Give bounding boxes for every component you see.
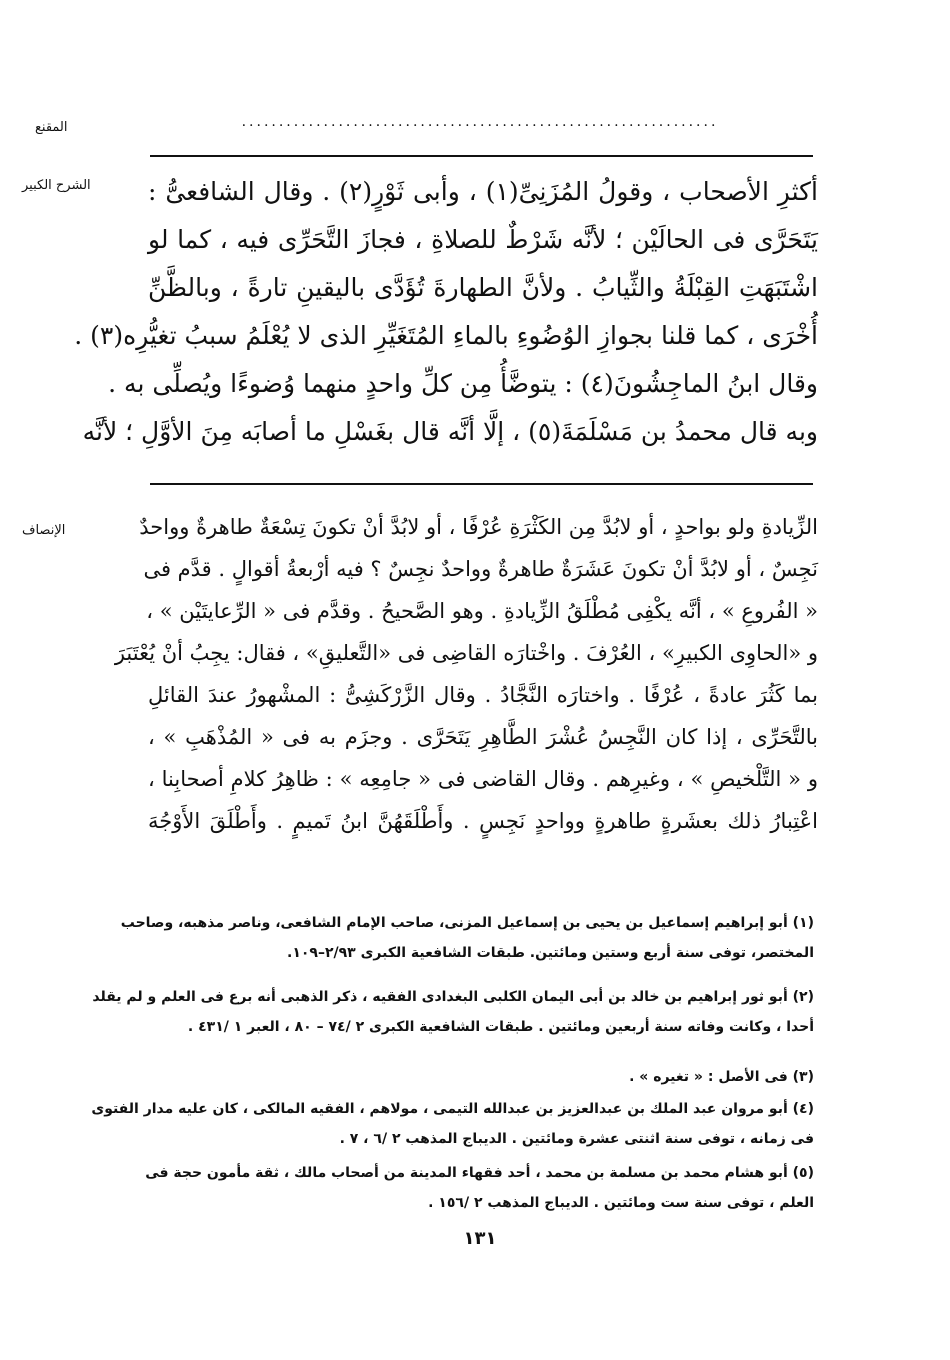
footnote-line: (٣) فى الأصل : « تغيره » . bbox=[629, 1069, 814, 1085]
insaf-text-block bbox=[114, 506, 818, 846]
footnote-line: أحدا ، وكانت وفاته سنة أربعين ومائتين . طبقات الشافعية الكبرى ٢ /٧٤ – ٨٠ ، العبر ١ /٤٣١ . bbox=[187, 1019, 814, 1035]
sharh-section-label: الشرح الكبير bbox=[22, 178, 91, 193]
footnote-line: (٤) أبو مروان عبد الملك بن عبدالعزيز بن عبدالله التيمى ، مولاهم ، الفقيه المالكى ، كان عليه مدار الفتوى bbox=[91, 1101, 814, 1117]
sharh-line: يَتَحَرَّى فى الحالَيْن ؛ لأنَّه شَرْطٌ للصلاةِ ، فجازَ التَّحَرِّى فيه ، كما لو bbox=[148, 225, 818, 254]
insaf-line: « الفُروعِ » ، أنَّه يكْفِى مُطْلَقُ الزِّيادةِ . وهو الصَّحيحُ . وقدَّم فى « الرِّعايتَيْن » ، bbox=[146, 599, 818, 623]
sharh-line: اشْتَبَهَتِ القِبْلَةُ والثِّيابُ . ولأنَّ الطهارةَ تُؤَدَّى باليقينِ تارةً ، وبالظَّنِّ bbox=[148, 273, 818, 302]
footnote-line: (٢) أبو ثور إبراهيم بن خالد بن أبى اليمان الكلبى البغدادى الفقيه ، ذكر الذهبى أنه برع فى العلم و لم يقلد bbox=[92, 989, 814, 1005]
footnote-line: العلم ، توفى سنة ست ومائتين . الديباج المذهب ٢ /١٥٦ . bbox=[428, 1195, 814, 1211]
insaf-line: و «الحاوِى الكبيرِ» ، العُرْفَ . واخْتارَه القاضِى فى «التَّعليقِ» ، فقال: يجِبُ أنْ يُعْتَبَرَ bbox=[114, 641, 818, 665]
insaf-section-label: الإنصاف bbox=[22, 523, 66, 538]
page-number: ١٣١ bbox=[463, 1228, 497, 1249]
sharh-text-block bbox=[74, 168, 818, 468]
sharh-line: أكثرِ الأصحاب ، وقولُ المُزَنِىِّ(١) ، وأبى ثَوْرٍ(٢) . وقال الشافعىُّ : bbox=[148, 177, 818, 206]
insaf-line: و « التَّلْخيصِ » ، وغيرِهم . وقال القاضى فى « جامِعِه » : ظاهِرُ كلامِ أصحابِنا ، bbox=[148, 767, 818, 791]
footnote-line: فى زمانه ، توفى سنة اثنتى عشرة ومائتين . الديباج المذهب ٢ /٦ ، ٧ . bbox=[339, 1131, 814, 1147]
header-dotted-leader: ................................................................ bbox=[241, 114, 719, 130]
footnotes-block bbox=[91, 908, 814, 1218]
insaf-line: الزِّيادةِ ولو بواحدٍ ، أو لابُدَّ مِن الكَثْرَةِ عُرْفًا ، أو لابُدَّ أنْ تكونَ تِسْعَةٌ طاهرةٌ وواحدٌ bbox=[139, 515, 818, 539]
footnote-line: المختصر، توفى سنة أربع وستين ومائتين. طبقات الشافعية الكبرى ٢/٩٣–١٠٩. bbox=[287, 945, 814, 961]
footnote-line: (٥) أبو هشام محمد بن مسلمة بن محمد ، أحد فقهاء المدينة من أصحاب مالك ، ثقة مأمون حجة فى bbox=[145, 1165, 814, 1181]
section-divider-rule bbox=[150, 483, 813, 485]
insaf-line: بالتَّحَرِّى ، إذا كان النَّجِسُ عُشْرَ الطَّاهِرِ يَتَحَرَّى . وجزَم به فى « المُذْهَبِ » ، bbox=[148, 725, 818, 749]
book-title-label: المقنع bbox=[35, 120, 68, 135]
header-rule bbox=[150, 155, 813, 157]
footnote-line: (١) أبو إبراهيم إسماعيل بن يحيى بن إسماعيل المزنى، صاحب الإمام الشافعى، وناصر مذهبه، وصاحب bbox=[120, 915, 814, 931]
sharh-line: أُخْرَى ، كما قلنا بجوازِ الوُضُوءِ بالماءِ المُتَغَيِّرِ الذى لا يُعْلَمُ سببُ تغيُّرِه(٣) . bbox=[74, 321, 818, 350]
insaf-line: اعْتِبارُ ذلك بعشَرةٍ طاهرةٍ وواحدٍ نَجِسٍ . وأَطْلَقَهُنَّ ابنُ تَميمٍ . وأَطْلَقَ الأَوْجُهَ bbox=[148, 809, 818, 833]
sharh-line: وقال ابنُ الماجِشُونَ(٤) : يتوضَّأُ مِن كلِّ واحدٍ منهما وُضوءًا ويُصلِّى به . bbox=[108, 369, 818, 398]
insaf-line: نَجِسٌ ، أو لابُدَّ أنْ تكونَ عَشَرَةٌ طاهرةٌ وواحدٌ نجِسٌ ؟ فيه أرْبعةُ أقوالٍ . قدَّم فى bbox=[143, 557, 818, 581]
insaf-line: بما كَثُرَ عادةً ، عُرْفًا . واختارَه النَّجَّادُ . وقال الزَّرْكَشِىُّ : المشْهورُ عندَ القائلِ bbox=[148, 683, 818, 707]
sharh-line: وبه قال محمدُ بن مَسْلَمَةَ(٥) ، إلَّا أنَّه قال بغَسْلِ ما أصابَه مِنَ الأوَّلِ ؛ لأنَّه bbox=[82, 417, 818, 446]
